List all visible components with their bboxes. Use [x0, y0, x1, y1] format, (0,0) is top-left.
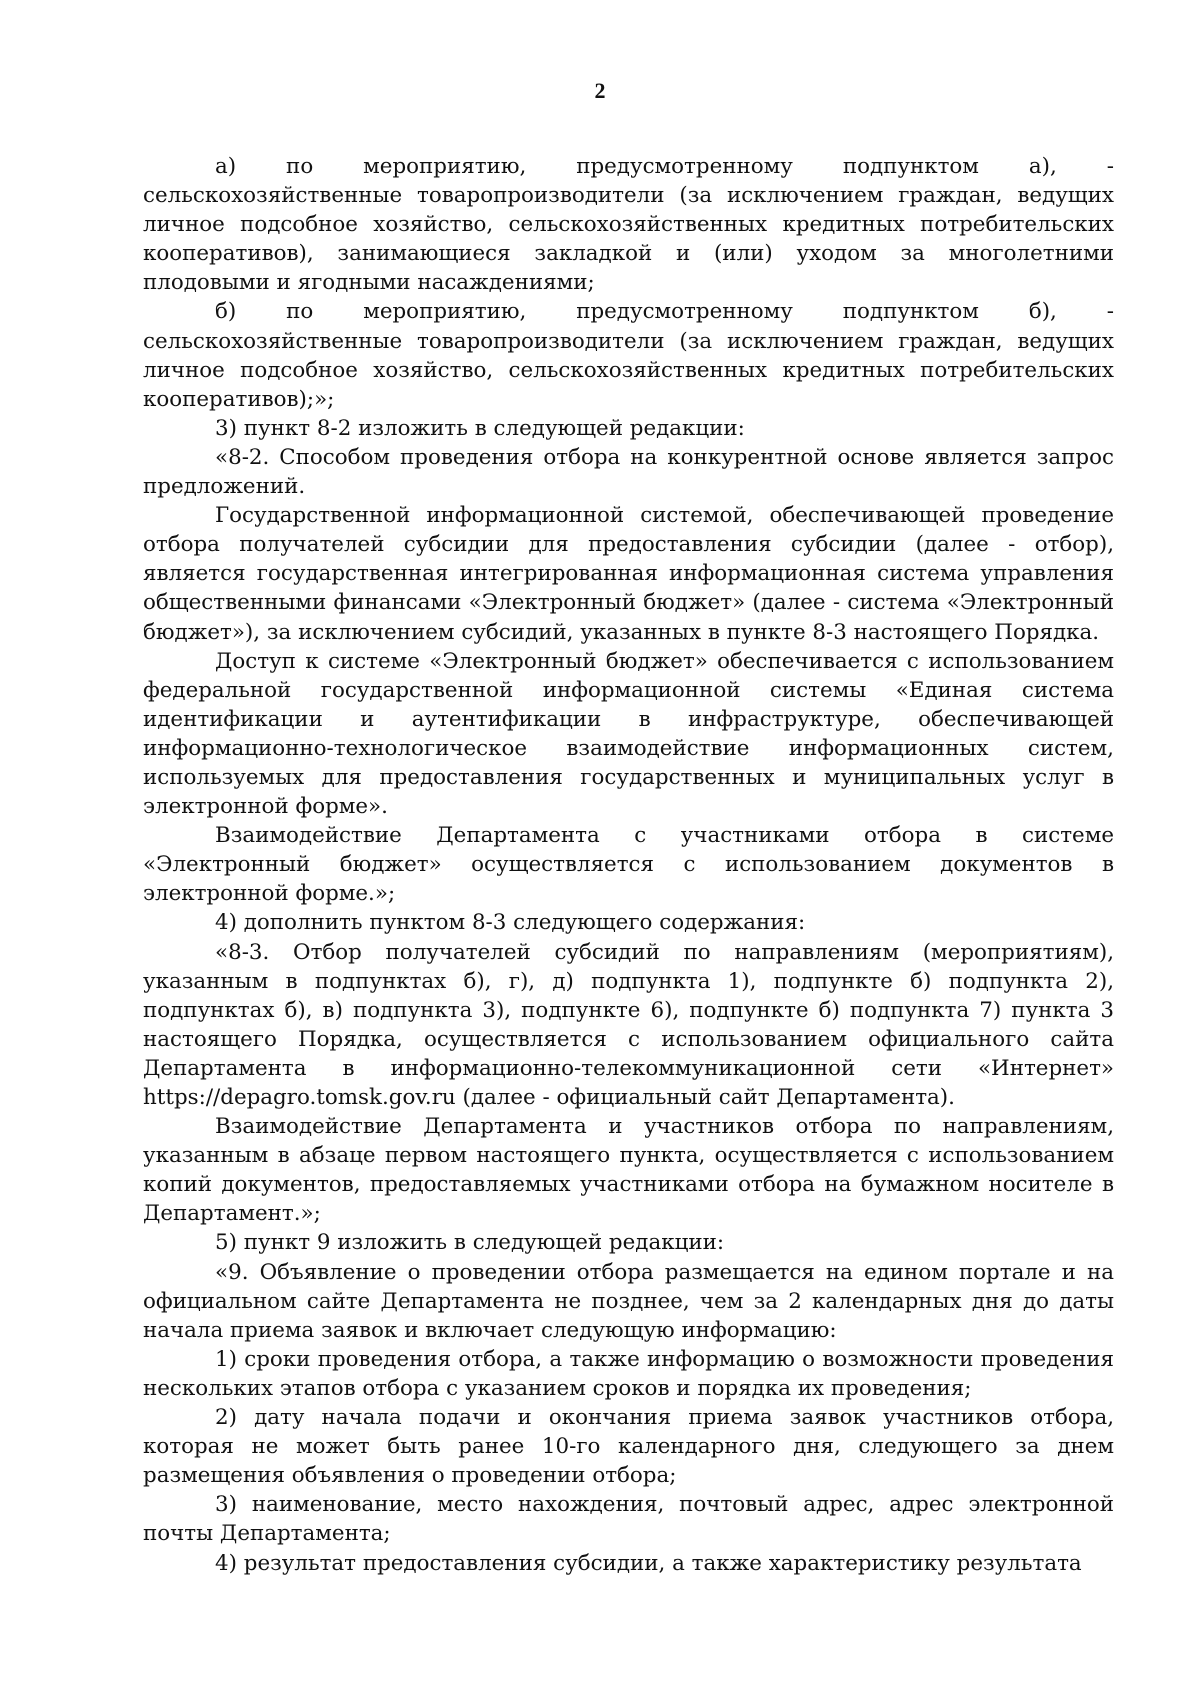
paragraph-subitem-a: а) по мероприятию, предусмотренному подпунктом а), - сельскохозяйственные товаропроизводители (за исключением граждан, ведущих личное подсобное хозяйство, сельскохозяйственных кредитных потребительских кооперативов), занимающиеся закладкой и (или) уходом за многолетними плодовыми и ягодными насаждениями; — [143, 154, 1114, 296]
paragraph-item-4: 4) дополнить пунктом 8-3 следующего содержания: — [215, 910, 806, 936]
paragraph-list-item-2: 2) дату начала подачи и окончания приема заявок участников отбора, которая не может быть ранее 10-го календарного дня, следующего за днем размещения объявления о проведении отбора; — [143, 1405, 1114, 1489]
paragraph-list-item-4: 4) результат предоставления субсидии, а также характеристику результата — [215, 1550, 1082, 1576]
paragraph-item-3: 3) пункт 8-2 изложить в следующей редакции: — [215, 415, 745, 441]
paragraph-clause-8-2: «8-2. Способом проведения отбора на конкурентной основе является запрос предложений. — [143, 444, 1114, 500]
paragraph-clause-9: «9. Объявление о проведении отбора размещается на едином портале и на официальном сайте Департамента не позднее, чем за 2 календарных дня до даты начала приема заявок и включает следующую информацию: — [143, 1259, 1114, 1343]
paragraph-department-interaction: Взаимодействие Департамента с участниками отбора в системе «Электронный бюджет» осуществляется с использованием документов в электронной форме.»; — [143, 823, 1114, 907]
paragraph-paper-documents: Взаимодействие Департамента и участников отбора по направлениям, указанным в абзаце первом настоящего пункта, осуществляется с использованием копий документов, предоставляемых участниками отбора на бумажном носителе в Департамент.»; — [143, 1114, 1114, 1227]
paragraph-subitem-b: б) по мероприятию, предусмотренному подпунктом б), - сельскохозяйственные товаропроизводители (за исключением граждан, ведущих личное подсобное хозяйство, сельскохозяйственных кредитных потребительских кооперативов);»; — [143, 299, 1114, 412]
paragraph-gis-system: Государственной информационной системой, обеспечивающей проведение отбора получателей субсидии для предоставления субсидии (далее - отбор), является государственная интегрированная информационная система управления общественными финансами «Электронный бюджет» (далее - система «Электронный бюджет»), за исключением субсидий, указанных в пункте 8-3 настоящего Порядка. — [143, 503, 1114, 645]
paragraph-list-item-1: 1) сроки проведения отбора, а также информацию о возможности проведения нескольких этапов отбора с указанием сроков и порядка их проведения; — [143, 1346, 1114, 1401]
document-body — [143, 152, 1114, 1578]
page-number: 2 — [594, 78, 606, 103]
paragraph-item-5: 5) пункт 9 изложить в следующей редакции: — [215, 1230, 725, 1256]
paragraph-system-access: Доступ к системе «Электронный бюджет» обеспечивается с использованием федеральной государственной информационной системы «Единая система идентификации и аутентификации в инфраструктуре, обеспечивающей информационно-технологическое взаимодействие информационных систем, используемых для предоставления государственных и муниципальных услуг в электронной форме». — [143, 648, 1114, 820]
paragraph-clause-8-3: «8-3. Отбор получателей субсидий по направлениям (мероприятиям), указанным в подпунктах б), г), д) подпункта 1), подпункте б) подпункта 2), подпунктах б), в) подпункта 3), подпункте 6), подпункте б) подпункта 7) пункта 3 настоящего Порядка, осуществляется с использованием официального сайта Департамента в информационно-телекоммуникационной сети «Интернет» https://depagro.tomsk.gov.ru (далее - официальный сайт Департамента). — [143, 939, 1114, 1110]
paragraph-list-item-3: 3) наименование, место нахождения, почтовый адрес, адрес электронной почты Департамента; — [143, 1492, 1114, 1547]
